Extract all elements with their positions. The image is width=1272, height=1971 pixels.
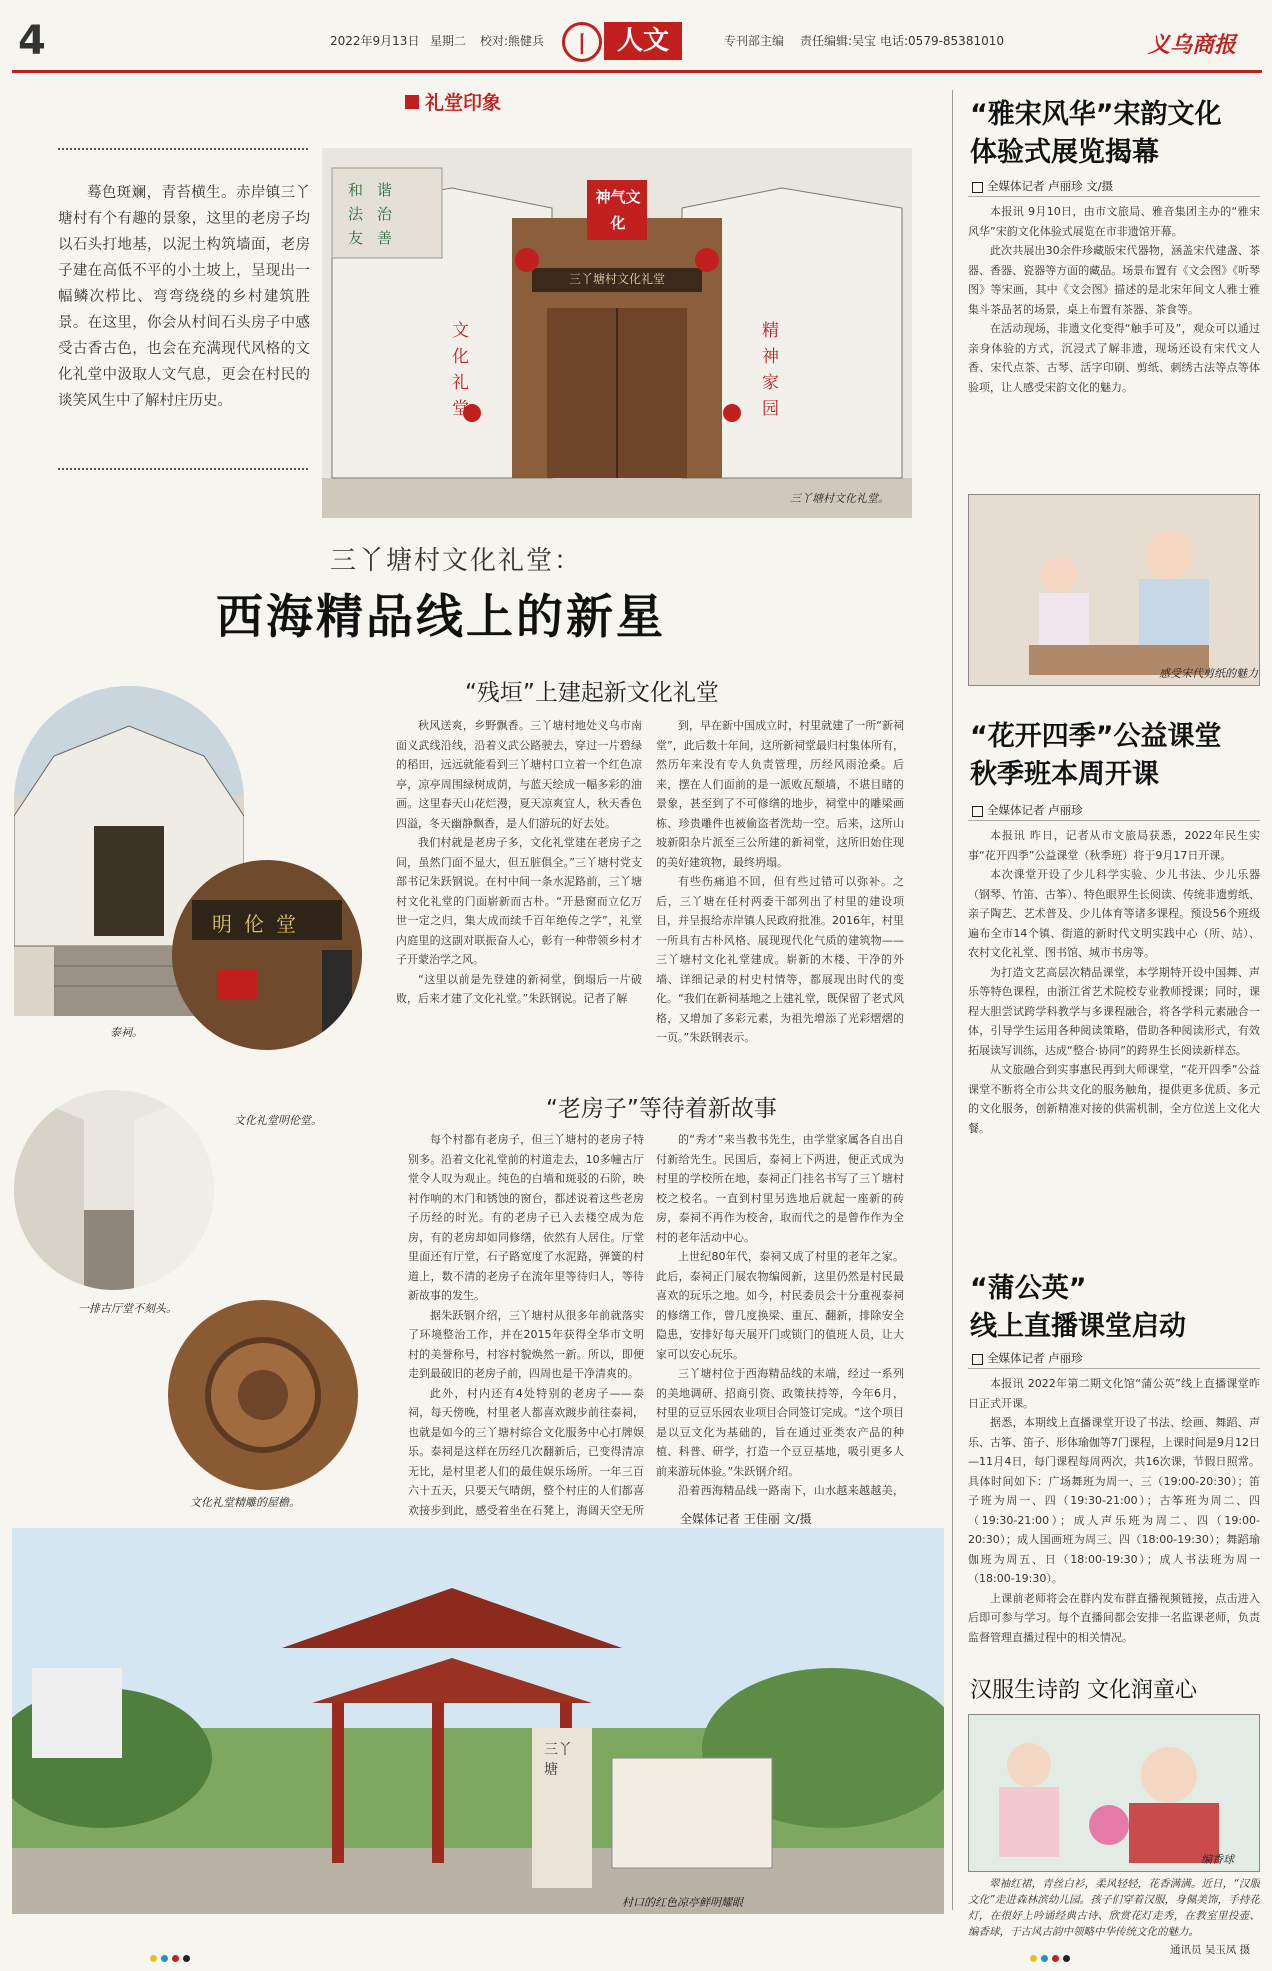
- sub2-column-1: [408, 1130, 644, 1520]
- proofreader: 校对:熊健兵: [480, 34, 545, 48]
- paragraph: 的“秀才”来当教书先生，由学堂家属各自出自付新给先生。民国后，泰祠上下两进，便正式成为村里的学校所在地，泰祠正门挂名书写了三丫塘村校之校名。一直到村里另选地后就起一座新的砖房，泰祠不再作为校舍，取而代之的是曾作作为全村的老年活动中心。: [656, 1133, 904, 1244]
- column-divider: [952, 90, 953, 1910]
- photo-alley: [14, 1090, 214, 1290]
- right-article-1-byline: 全媒体记者 卢丽珍 文/摄: [972, 178, 1113, 194]
- paragraph: 每个村都有老房子，但三丫塘村的老房子特别多。沿着文化礼堂前的村道走去，10多幢古厅堂令人叹为观止。纯色的白墙和斑驳的石阶，映衬作响的木门和锈蚀的窗台，都述说着这些老房子历经的时光。有的老房子已入去楼空成为危房，有的老房却如同修缮，依然有人居住。厅堂里面还有厅堂，石子路宽度了水泥路，弹簧的村道上，数不清的老房子在流年里等待归人，等待新故事的发生。: [408, 1133, 644, 1302]
- right-article-3-body: [968, 1374, 1260, 1670]
- paragraph: 上世纪80年代，泰祠又成了村里的老年之家。此后，泰祠正门展农物编阅新，这里仍然是村民最喜欢的玩乐之地。如今，村民委员会十分重视泰祠的修缮工作，曾几度换梁、重瓦、翻新，排除安全隐患，安排好每天展开门或锁门的值班人员，让大家可以安心玩乐。: [656, 1250, 904, 1361]
- main-byline: 全媒体记者 王佳丽 文/摄: [680, 1512, 812, 1526]
- section-name: 人文: [604, 22, 682, 60]
- photo-caption: 三丫塘村文化礼堂。: [790, 492, 889, 505]
- photo-song-paper-cut: [968, 494, 1260, 686]
- right-article-1-title: “雅宋风华”宋韵文化 体验式展览揭幕: [970, 99, 1222, 168]
- paragraph: 此次共展出30余件珍藏版宋代器物，涵盖宋代建盏、茶器、香器、瓷器等方面的藏品。场景布置有《文会图》《听琴图》等宋画，其中《文会图》描述的是北宋年间文人雅士雅集斗茶品茗的场景，桌上布置有茶器、茶食等。: [968, 244, 1260, 316]
- paragraph: 有些伤痛追不回，但有些过错可以弥补。之后，三丫塘在任村两委干部列出了村里的建设项目，并呈报给赤岸镇人民政府批准。2016年，村里一所具有古朴风格、展现现代化气质的建筑物——三丫塘村文化礼堂建成。崭新的木楼、干净的外墙、详细记录的村史村情等，都展现出时代的变化。“我们在新祠基地之上建礼堂，既保留了老式风格，又增加了多彩元素，为祖先增添了光彩熠熠的一页。”朱跃钢表示。: [656, 875, 904, 1044]
- paragraph: 本报讯 2022年第二期文化馆“蒲公英”线上直播课堂昨日正式开课。: [968, 1377, 1260, 1410]
- paragraph: 沿着西海精品线一路南下，山水越来越越美，: [678, 1484, 904, 1497]
- paragraph: 上课前老师将会在群内发布群直播视频链接，点击进入后即可参与学习。每个直播间都会安排一名监课老师，负责监督管理直播过程中的相关情况。: [968, 1591, 1260, 1644]
- sub1-column-1: [396, 716, 642, 1076]
- right-article-2-body: [968, 826, 1260, 1266]
- header-rule: [12, 70, 1262, 73]
- hall-motto: 和谐 法治 友善: [348, 181, 407, 247]
- hall-top-sign: 神气文化: [595, 188, 641, 232]
- paragraph: 此外，村内还有4处特别的老房子——泰祠，每天傍晚，村里老人都喜欢踱步前往泰祠，也就是如今的三丫塘村综合文化服务中心打牌娱乐。泰祠是这样在历经几次翻新后，已变得清凉无比，是村里老人们的最佳娱乐场所。一年三百六十五天，只要天气晴朗，整个村庄的人们都喜欢接步到此，感受着坐在石凳上，海阔天空无所: [408, 1386, 644, 1517]
- paragraph: 本次课堂开设了少儿科学实验、少儿书法、少儿乐器（钢琴、竹笛、古筝）、特色眼界生长阅读、传统非遗剪纸、亲子陶艺、艺术普及、少儿体育等诸多课程。预设56个班级遍布全市14个镇、街道的新时代文明实践中心（所、站）、农村文化礼堂、图书馆、城市书房等。: [968, 868, 1260, 959]
- section-tag: 礼堂印象: [405, 88, 501, 115]
- issue-date: 2022年9月13日: [330, 34, 420, 48]
- phone: 电话:0579-85381010: [880, 34, 1004, 48]
- editor: 责任编辑:吴宝: [800, 34, 877, 48]
- paragraph: 据悉，本期线上直播课堂开设了书法、绘画、舞蹈、声乐、古筝、笛子、形体瑜伽等7门课程，上课时间是9月12日—11月4日，每门课程每周两次，共16次课，节假日照常。具体时间如下：广场舞班为周一、三（19:00-20:30）；笛子班为周一、四（19:30-21:00）；古筝班为周二、四（19:30-21:00）；成人声乐班为周二、四（19:00-20:30）；成人国画班为周三、四（18:00-19:30）；舞蹈瑜伽班为周五、日（18:00-19:30）；成人书法班为周一（18:00-19:30）。: [968, 1416, 1260, 1585]
- dotted-rule: [58, 468, 308, 470]
- right-article-4-byline: 通讯员 吴玉凤 摄: [1170, 1944, 1251, 1956]
- rule: [968, 820, 1260, 821]
- paragraph: 本报讯 9月10日，由市文旅局、雅音集团主办的“雅宋风华”宋韵文化体验式展览在市非遗馆开幕。: [968, 205, 1260, 238]
- caption-pavilion: 村口的红色凉亭鲜明耀眼: [622, 1896, 743, 1909]
- paragraph: 翠袖红裙，青丝白衫，柔风轻轻，花香满满。近日，“汉服文化”走进森林滨幼儿园。孩子们穿着汉服，身佩美饰，手持花灯，在很好上吟诵经典古诗、欣赏花灯走秀，在教室里投壶、编香球，于古风古韵中领略中华传统文化的魅力。: [968, 1878, 1260, 1938]
- paragraph: 从文旅融合到实事惠民再到大师课堂，“花开四季”公益课堂不断将全市公共文化的服务触角，提供更多优质、多元的文化服务，创新精准对接的供需机制，全方位送上文化大餐。: [968, 1063, 1260, 1135]
- caption-arch: 泰祠。: [110, 1026, 143, 1039]
- paragraph: 我们村就是老房子多，文化礼堂建在老房子之间，虽然门面不显大，但五脏俱全。”三丫塘村党支部书记朱跃钢说。在村中间一条水泥路前，三丫塘村文化礼堂的门面崭新而古朴。“开悬窗而立亿万世一定之归，集大成而续千百年绝传之学”，礼堂内庭里的这副对联振奋人心，彰有一种带领乡村才子开蒙治学之风。: [396, 836, 642, 966]
- footer-color-dots: [150, 1947, 194, 1966]
- photo-plaque: [172, 860, 362, 1050]
- caption-eaves: 文化礼堂精雕的屋檐。: [190, 1496, 300, 1509]
- right-article-2-title: “花开四季”公益课堂 秋季班本周开课: [970, 721, 1222, 790]
- subhead-2: “老房子”等待着新故事: [546, 1096, 777, 1122]
- paragraph: 据朱跃钢介绍，三丫塘村从很多年前就落实了环境整治工作，并在2015年获得全华市文明村的美誉称号，村容村貌焕然一新。所以，即便走到最破旧的老房子前，四周也是干净清爽的。: [408, 1308, 644, 1380]
- photo-incense-ball: [968, 1714, 1260, 1872]
- issue-weekday: 星期二: [430, 34, 467, 48]
- paragraph: 本报讯 昨日，记者从市文旅局获悉，2022年民生实事“花开四季”公益课堂（秋季班）将于9月17日开课。: [968, 829, 1260, 862]
- plaque-text: 明伦堂: [212, 912, 308, 936]
- right-article-1-body: [968, 202, 1260, 486]
- headline: 西海精品线上的新星: [216, 590, 666, 645]
- caption: 编香球: [1201, 1853, 1234, 1866]
- kicker: 三丫塘村文化礼堂：: [330, 546, 583, 576]
- rule: [968, 1368, 1260, 1369]
- edition: 专刊部主编: [724, 34, 785, 48]
- paragraph: “这里以前是先登建的新祠堂，倒塌后一片破败，后来才建了文化礼堂。”朱跃钢说。记者了解: [396, 972, 642, 1005]
- paragraph: 到，早在新中国成立时，村里就建了一所“新祠堂”，此后数十年间，这所新祠堂最归村集体所有，然历年来没有专人负责管理，历经风雨沧桑。后来，摆在人们面前的是一派败瓦颓墙，不堪目睹的景象，甚至到了不可修缮的地步，祠堂中的雕梁画栋、珍贵雕件也被偷盗者洗劫一空。后来，这所山坡新阳杂片派至三公所建的新祠堂，这所旧始住现的美好建筑物，最终坍塌。: [656, 719, 904, 869]
- right-article-3-byline: 全媒体记者 卢丽珍: [972, 1350, 1083, 1366]
- sub2-column-2: [656, 1130, 904, 1502]
- right-article-3-title: “蒲公英” 线上直播课堂启动: [970, 1273, 1186, 1342]
- page-header: [0, 0, 1272, 78]
- section-logo-icon: 丨: [562, 22, 602, 62]
- intro-text: 蓦色斑斓，青苔横生。赤岸镇三丫塘村有个有趣的景象，这里的老房子均以石头打地基，以泥土构筑墙面，老房子建在高低不平的小土坡上，呈现出一幅鳞次栉比、弯弯绕绕的乡村建筑胜景。在这里，你会从村间石头房子中感受古香古色，也会在充满现代风格的文化礼堂中汲取人文气息，更会在村民的谈笑风生中了解村庄历史。: [58, 185, 310, 409]
- caption-plaque: 文化礼堂明伦堂。: [234, 1114, 322, 1127]
- hall-plaque: 三丫塘村文化礼堂: [568, 272, 665, 286]
- photo-culture-hall: [322, 148, 912, 518]
- photo-eaves: [168, 1300, 358, 1490]
- paragraph: 为打造文艺高层次精品课堂，本学期特开设中国舞、声乐等特色课程，由浙江省艺术院校专业教师授课；同时，课程大胆尝试跨学科教学与多课程融合，将各学科元素融合一体，引导学生运用各种阅读策略，借助各种阅读形式，有效拓展读写训练，达成“整合·协同”的跨界生长阅读新样态。: [968, 965, 1260, 1057]
- right-article-4-title: 汉服生诗韵 文化润童心: [970, 1678, 1197, 1703]
- page-number: 4: [18, 18, 46, 64]
- footer-color-dots: [1030, 1947, 1074, 1966]
- right-article-4-body: [968, 1876, 1260, 1940]
- paper-name: 义乌商报: [1148, 32, 1237, 58]
- paragraph: 三丫塘村位于西海精品线的末端，经过一系列的美地调研、招商引资、政策扶持等，今年6月，村里的豆豆乐园农业项目合同签订完成。“这个项目是以豆文化为基础的，旨在通过亚类农产品的种植、科普、研学，打造一个豆豆基地，吸引更多人前来游玩体验。”朱跃钢介绍。: [656, 1367, 904, 1478]
- caption: 感受宋代剪纸的魅力: [1159, 667, 1258, 680]
- hall-wall-left: 文化礼堂: [452, 321, 469, 419]
- sub1-column-2: [656, 716, 904, 1076]
- dotted-rule: [58, 148, 308, 150]
- subhead-1: “残垣”上建起新文化礼堂: [465, 680, 719, 706]
- photo-pavilion: [12, 1528, 944, 1914]
- right-article-2-byline: 全媒体记者 卢丽珍: [972, 802, 1083, 818]
- paragraph: 在活动现场，非遗文化变得“触手可及”，观众可以通过亲身体验的方式，沉浸式了解非遗，现场还设有宋代文人香、宋代点茶、古琴、活字印刷、剪纸、刺绣古法等点等体验项，让人感受宋韵文化的魅力。: [968, 322, 1260, 394]
- hall-wall-right: 精神家园: [762, 321, 779, 419]
- paragraph: 秋风送爽，乡野飘香。三丫塘村地处义乌市南面义武线沿线，沿着义武公路驶去，穿过一片碧绿的稻田，远远就能看到三丫塘村口立着一个红色凉亭，凉亭周围绿树成荫，与蓝天绘成一幅多彩的油画。这里春天山花烂漫，夏天凉爽宜人，秋天香色四溢，冬天幽静飘香，是人们游玩的好去处。: [396, 719, 642, 830]
- rule: [968, 196, 1260, 197]
- pavilion-sign: 三丫塘: [544, 1742, 572, 1778]
- caption-alley: 一排古厅堂不刻头。: [78, 1302, 177, 1315]
